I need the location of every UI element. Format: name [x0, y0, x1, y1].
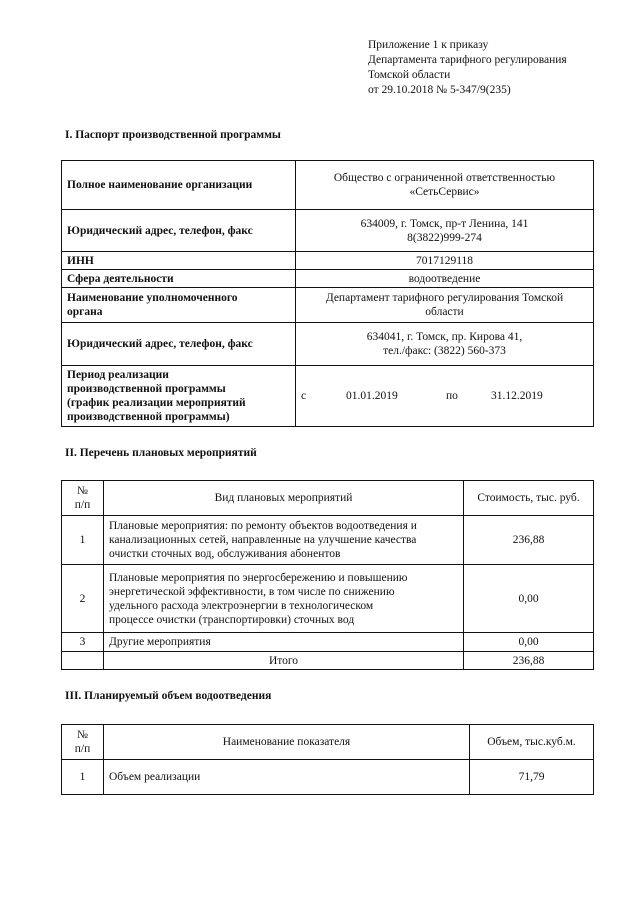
- period-label-line: Период реализации: [67, 369, 169, 381]
- order-date-line: от 29.10.2018 № 5-347/9(235): [368, 84, 511, 96]
- org-name-value: [296, 161, 594, 210]
- row-number: 2: [62, 565, 104, 633]
- indicator-volume: 71,79: [470, 760, 594, 795]
- table-header-row: [62, 725, 594, 760]
- measure-line: очистки сточных вод, обслуживания абонентов: [109, 548, 341, 560]
- indicator-name: Объем реализации: [104, 760, 470, 795]
- authority-label-line: органа: [67, 306, 103, 318]
- order-appendix-header: [368, 38, 567, 98]
- table-row: [62, 366, 594, 427]
- measure-line: энергетической эффективности, в том числе по снижению: [109, 585, 395, 598]
- sphere-label: Сфера деятельности: [62, 270, 296, 288]
- num-header: [62, 725, 104, 760]
- period-to-word: по: [446, 390, 458, 402]
- authority-line: Департамент тарифного регулирования Томской: [325, 292, 564, 304]
- num-header-line: №: [77, 729, 88, 741]
- period-label-line: производственной программы: [67, 383, 226, 395]
- region-line: Томской области: [368, 69, 451, 81]
- passport-table: [61, 160, 594, 427]
- measure-line: Плановые мероприятия по энергосбережению и повышению: [109, 571, 408, 584]
- drainage-volume-table: [61, 724, 594, 795]
- measure-cost: 0,00: [464, 565, 594, 633]
- authority-address-line: 634041, г. Томск, пр. Кирова 41,: [366, 331, 523, 343]
- num-header-line: №: [77, 485, 88, 497]
- measure-description: [104, 565, 464, 633]
- measure-line: канализационных сетей, направленные на улучшение качества: [109, 534, 417, 546]
- table-row: [62, 288, 594, 323]
- table-row: [62, 161, 594, 210]
- table-row: [62, 633, 594, 652]
- inn-label: ИНН: [62, 252, 296, 270]
- measure-description: [104, 516, 464, 565]
- table-row: [62, 210, 594, 252]
- row-number: 3: [62, 633, 104, 652]
- period-label-line: (график реализации мероприятий: [67, 397, 246, 409]
- total-label: Итого: [104, 652, 464, 670]
- org-address-value: [296, 210, 594, 252]
- num-header-line: п/п: [74, 743, 91, 755]
- period-label: [62, 366, 296, 427]
- org-address-line: 634009, г. Томск, пр-т Ленина, 141: [360, 217, 529, 230]
- org-name-line: «СетьСервис»: [409, 186, 480, 198]
- authority-label-line: Наименование уполномоченного: [67, 292, 238, 304]
- authority-value: [296, 288, 594, 323]
- table-row: [62, 323, 594, 366]
- indicator-name-header: Наименование показателя: [104, 725, 470, 760]
- table-row: [62, 252, 594, 270]
- measure-cost: 0,00: [464, 633, 594, 652]
- period-from-date: 01.01.2019: [346, 390, 398, 402]
- num-header: [62, 481, 104, 516]
- measure-line: процессе очистки (транспортировки) сточных вод: [109, 613, 355, 626]
- authority-address-value: [296, 323, 594, 366]
- volume-header: Объем, тыс.куб.м.: [470, 725, 594, 760]
- org-address-label: Юридический адрес, телефон, факс: [62, 210, 296, 252]
- table-row: [62, 270, 594, 288]
- appendix-line: Приложение 1 к приказу: [368, 39, 489, 51]
- table-row: [62, 516, 594, 565]
- section2-title: II. Перечень плановых мероприятий: [65, 447, 257, 459]
- planned-measures-table: [61, 480, 594, 670]
- org-name-line: Общество с ограниченной ответственностью: [333, 172, 556, 184]
- authority-line: области: [425, 306, 464, 318]
- org-phone-line: 8(3822)999-274: [407, 231, 482, 244]
- num-header-line: п/п: [74, 499, 91, 511]
- measure-type-header: Вид плановых мероприятий: [104, 481, 464, 516]
- row-number: 1: [62, 760, 104, 795]
- table-total-row: [62, 652, 594, 670]
- measure-line: Плановые мероприятия: по ремонту объектов водоотведения и: [109, 520, 417, 532]
- period-from-word: с: [301, 390, 307, 402]
- measure-cost: 236,88: [464, 516, 594, 565]
- department-line: Департамента тарифного регулирования: [368, 54, 567, 66]
- org-name-label: Полное наименование организации: [62, 161, 296, 210]
- total-cost: 236,88: [464, 652, 594, 670]
- total-empty-cell: [62, 652, 104, 670]
- table-header-row: [62, 481, 594, 516]
- period-to-date: 31.12.2019: [491, 390, 543, 402]
- period-range: [301, 389, 588, 403]
- measure-line: удельного расхода электроэнергии в технологическом: [109, 599, 374, 612]
- sphere-value: водоотведение: [296, 270, 594, 288]
- measure-description: Другие мероприятия: [104, 633, 464, 652]
- table-row: [62, 565, 594, 633]
- inn-value: 7017129118: [296, 252, 594, 270]
- table-row: [62, 760, 594, 795]
- section1-title: I. Паспорт производственной программы: [65, 129, 281, 141]
- cost-header: Стоимость, тыс. руб.: [464, 481, 594, 516]
- authority-address-label: Юридический адрес, телефон, факс: [62, 323, 296, 366]
- row-number: 1: [62, 516, 104, 565]
- authority-label: [62, 288, 296, 323]
- section3-title: III. Планируемый объем водоотведения: [65, 690, 272, 702]
- period-value: [296, 366, 594, 427]
- period-label-line: производственной программы): [67, 411, 230, 423]
- authority-phone-line: тел./факс: (3822) 560-373: [383, 345, 506, 357]
